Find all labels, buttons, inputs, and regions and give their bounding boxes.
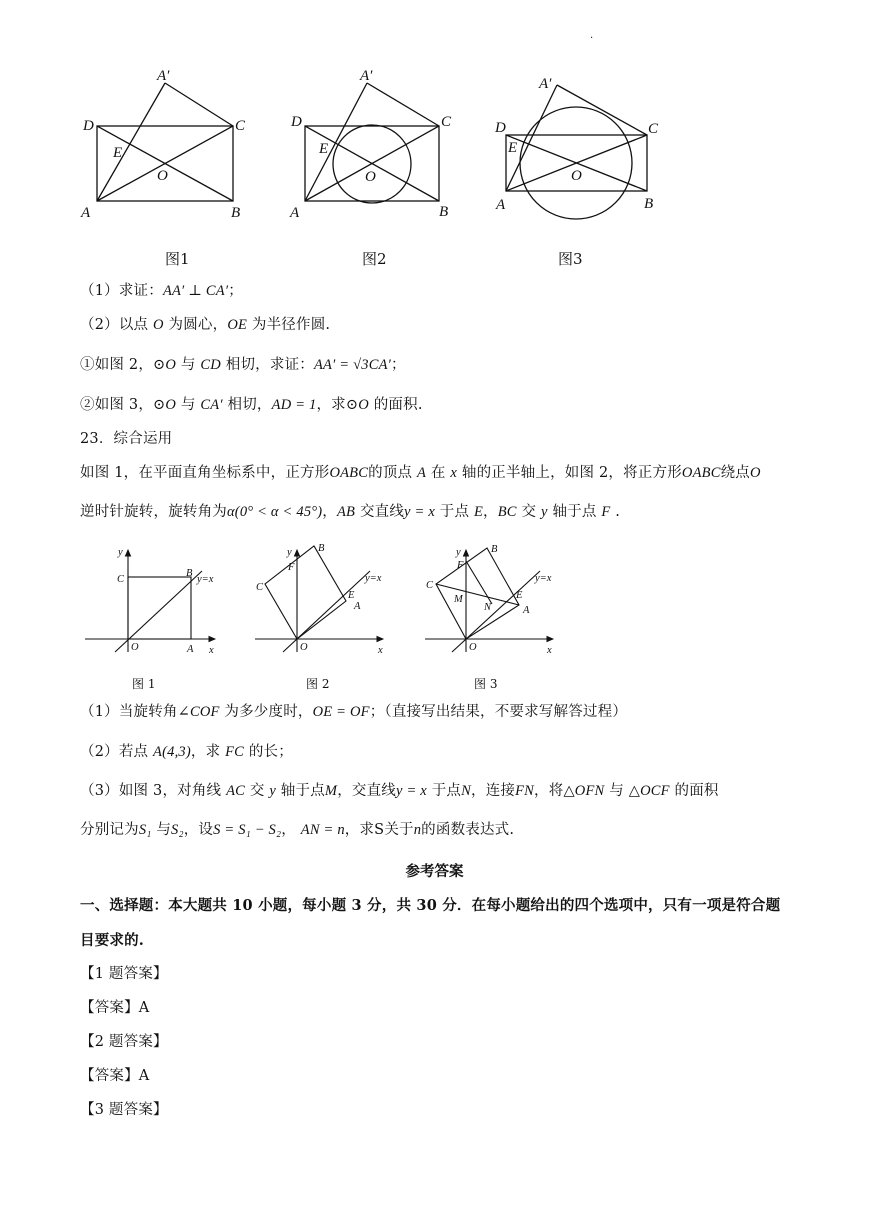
q23-part3: （3）如图 3，对角线 AC 交 y 轴于点M，交直线y = x 于点N，连接FN，将△OFN 与 △OCF 的面积 bbox=[80, 783, 719, 799]
answers-heading: 参考答案 bbox=[405, 863, 464, 880]
q23-line1: 如图 1，在平面直角坐标系中，正方形OABC的顶点 A 在 x 轴的正半轴上，如图 2，将正方形OABC绕点O bbox=[80, 465, 761, 481]
fig1-label-A: A bbox=[81, 205, 91, 221]
c2-B: B bbox=[318, 543, 325, 554]
c1-x: x bbox=[209, 645, 214, 656]
fig3-label-O: O bbox=[571, 168, 582, 184]
fig2-label-A1: A′ bbox=[360, 68, 373, 84]
c3-O: O bbox=[469, 642, 477, 653]
c3-x: x bbox=[547, 645, 552, 656]
fig2-label-D: D bbox=[291, 114, 302, 130]
q23-part2: （2）若点 A(4,3)，求 FC 的长； bbox=[80, 744, 293, 760]
c3-M: M bbox=[454, 594, 463, 605]
fig1-caption: 图1 bbox=[165, 250, 190, 268]
coord-fig3-caption: 图 3 bbox=[474, 677, 498, 691]
q23-title: 23．综合运用 bbox=[80, 431, 173, 447]
fig3-label-E: E bbox=[508, 140, 518, 156]
c2-A: A bbox=[354, 601, 361, 612]
c2-O: O bbox=[300, 642, 308, 653]
answer-item-5: 【3 题答案】 bbox=[80, 1102, 168, 1118]
q22-part2: （2）以点 O 为圆心，OE 为半径作圆. bbox=[80, 317, 331, 333]
fig2-caption: 图2 bbox=[362, 250, 387, 268]
q23-line2: 逆时针旋转，旋转角为α(0° < α < 45°)，AB 交直线y = x 于点 E，BC 交 y 轴于点 F . bbox=[80, 504, 621, 520]
fig3-label-A: A bbox=[496, 197, 506, 213]
q22-sub1: ①如图 2，⊙O 与 CD 相切，求证：AA′ = √3CA′； bbox=[80, 357, 406, 373]
q23-part3-cont: 分别记为S₁ 与S₂，设S = S₁ − S₂， AN = n，求S关于n的函数表达式. bbox=[80, 822, 515, 838]
fig1-label-O: O bbox=[157, 168, 168, 184]
fig3-label-B: B bbox=[644, 196, 654, 212]
c3-B: B bbox=[491, 544, 498, 555]
answer-item-4: 【答案】A bbox=[80, 1068, 150, 1084]
fig3-label-A1: A′ bbox=[539, 76, 552, 92]
c1-yx: y=x bbox=[197, 574, 214, 585]
fig2-label-O: O bbox=[365, 169, 376, 185]
fig2-label-A: A bbox=[290, 205, 300, 221]
figure-3-geometry bbox=[506, 85, 647, 219]
c2-y: y bbox=[287, 547, 292, 558]
fig1-label-D: D bbox=[83, 118, 94, 134]
fig1-label-E: E bbox=[113, 145, 123, 161]
coord-fig1-caption: 图 1 bbox=[132, 677, 156, 691]
answer-item-1: 【1 题答案】 bbox=[80, 966, 168, 982]
c3-N: N bbox=[484, 602, 492, 613]
coord-figure-3 bbox=[425, 548, 553, 652]
c2-F: F bbox=[288, 562, 295, 573]
c3-F: F bbox=[457, 560, 464, 571]
fig2-label-E: E bbox=[319, 141, 329, 157]
answer-item-2: 【答案】A bbox=[80, 1000, 150, 1016]
fig2-label-B: B bbox=[439, 204, 449, 220]
c1-y: y bbox=[118, 547, 123, 558]
figure-set-1 bbox=[75, 64, 675, 239]
coord-figure-1 bbox=[85, 550, 215, 652]
c1-A: A bbox=[187, 644, 194, 655]
coord-fig2-caption: 图 2 bbox=[306, 677, 330, 691]
c1-C: C bbox=[117, 574, 125, 585]
c2-yx: y=x bbox=[365, 573, 382, 584]
c3-C: C bbox=[426, 580, 434, 591]
c3-y: y bbox=[456, 547, 461, 558]
answers-section1-line2: 目要求的. bbox=[80, 932, 145, 949]
q22-sub2: ②如图 3，⊙O 与 CA′ 相切，AD = 1，求⊙O 的面积. bbox=[80, 397, 423, 413]
fig3-label-C: C bbox=[648, 121, 659, 137]
q22-part1: （1）求证：AA′ ⊥ CA′； bbox=[80, 283, 243, 299]
fig1-label-B: B bbox=[231, 205, 241, 221]
top-mark: . bbox=[590, 30, 594, 41]
c3-yx: y=x bbox=[535, 573, 552, 584]
c2-E: E bbox=[348, 590, 355, 601]
fig1-label-A1: A′ bbox=[157, 68, 170, 84]
c2-C: C bbox=[256, 582, 264, 593]
fig3-label-D: D bbox=[495, 120, 506, 136]
answer-item-3: 【2 题答案】 bbox=[80, 1034, 168, 1050]
answers-section1-line1: 一、选择题：本大题共 10 小题，每小题 3 分，共 30 分．在每小题给出的四个选项中，只有一项是符合题 bbox=[80, 897, 781, 914]
c3-A: A bbox=[523, 605, 530, 616]
q23-part1: （1）当旋转角∠COF 为多少度时，OE = OF；（直接写出结果，不要求写解答过程） bbox=[80, 704, 628, 720]
figure-set-2 bbox=[80, 540, 580, 665]
fig1-label-C: C bbox=[235, 118, 246, 134]
fig3-caption: 图3 bbox=[558, 250, 583, 268]
fig2-label-C: C bbox=[441, 114, 452, 130]
c1-O: O bbox=[131, 642, 139, 653]
c3-E: E bbox=[516, 590, 523, 601]
coord-figure-2 bbox=[255, 546, 383, 652]
c1-B: B bbox=[186, 568, 193, 579]
c2-x: x bbox=[378, 645, 383, 656]
